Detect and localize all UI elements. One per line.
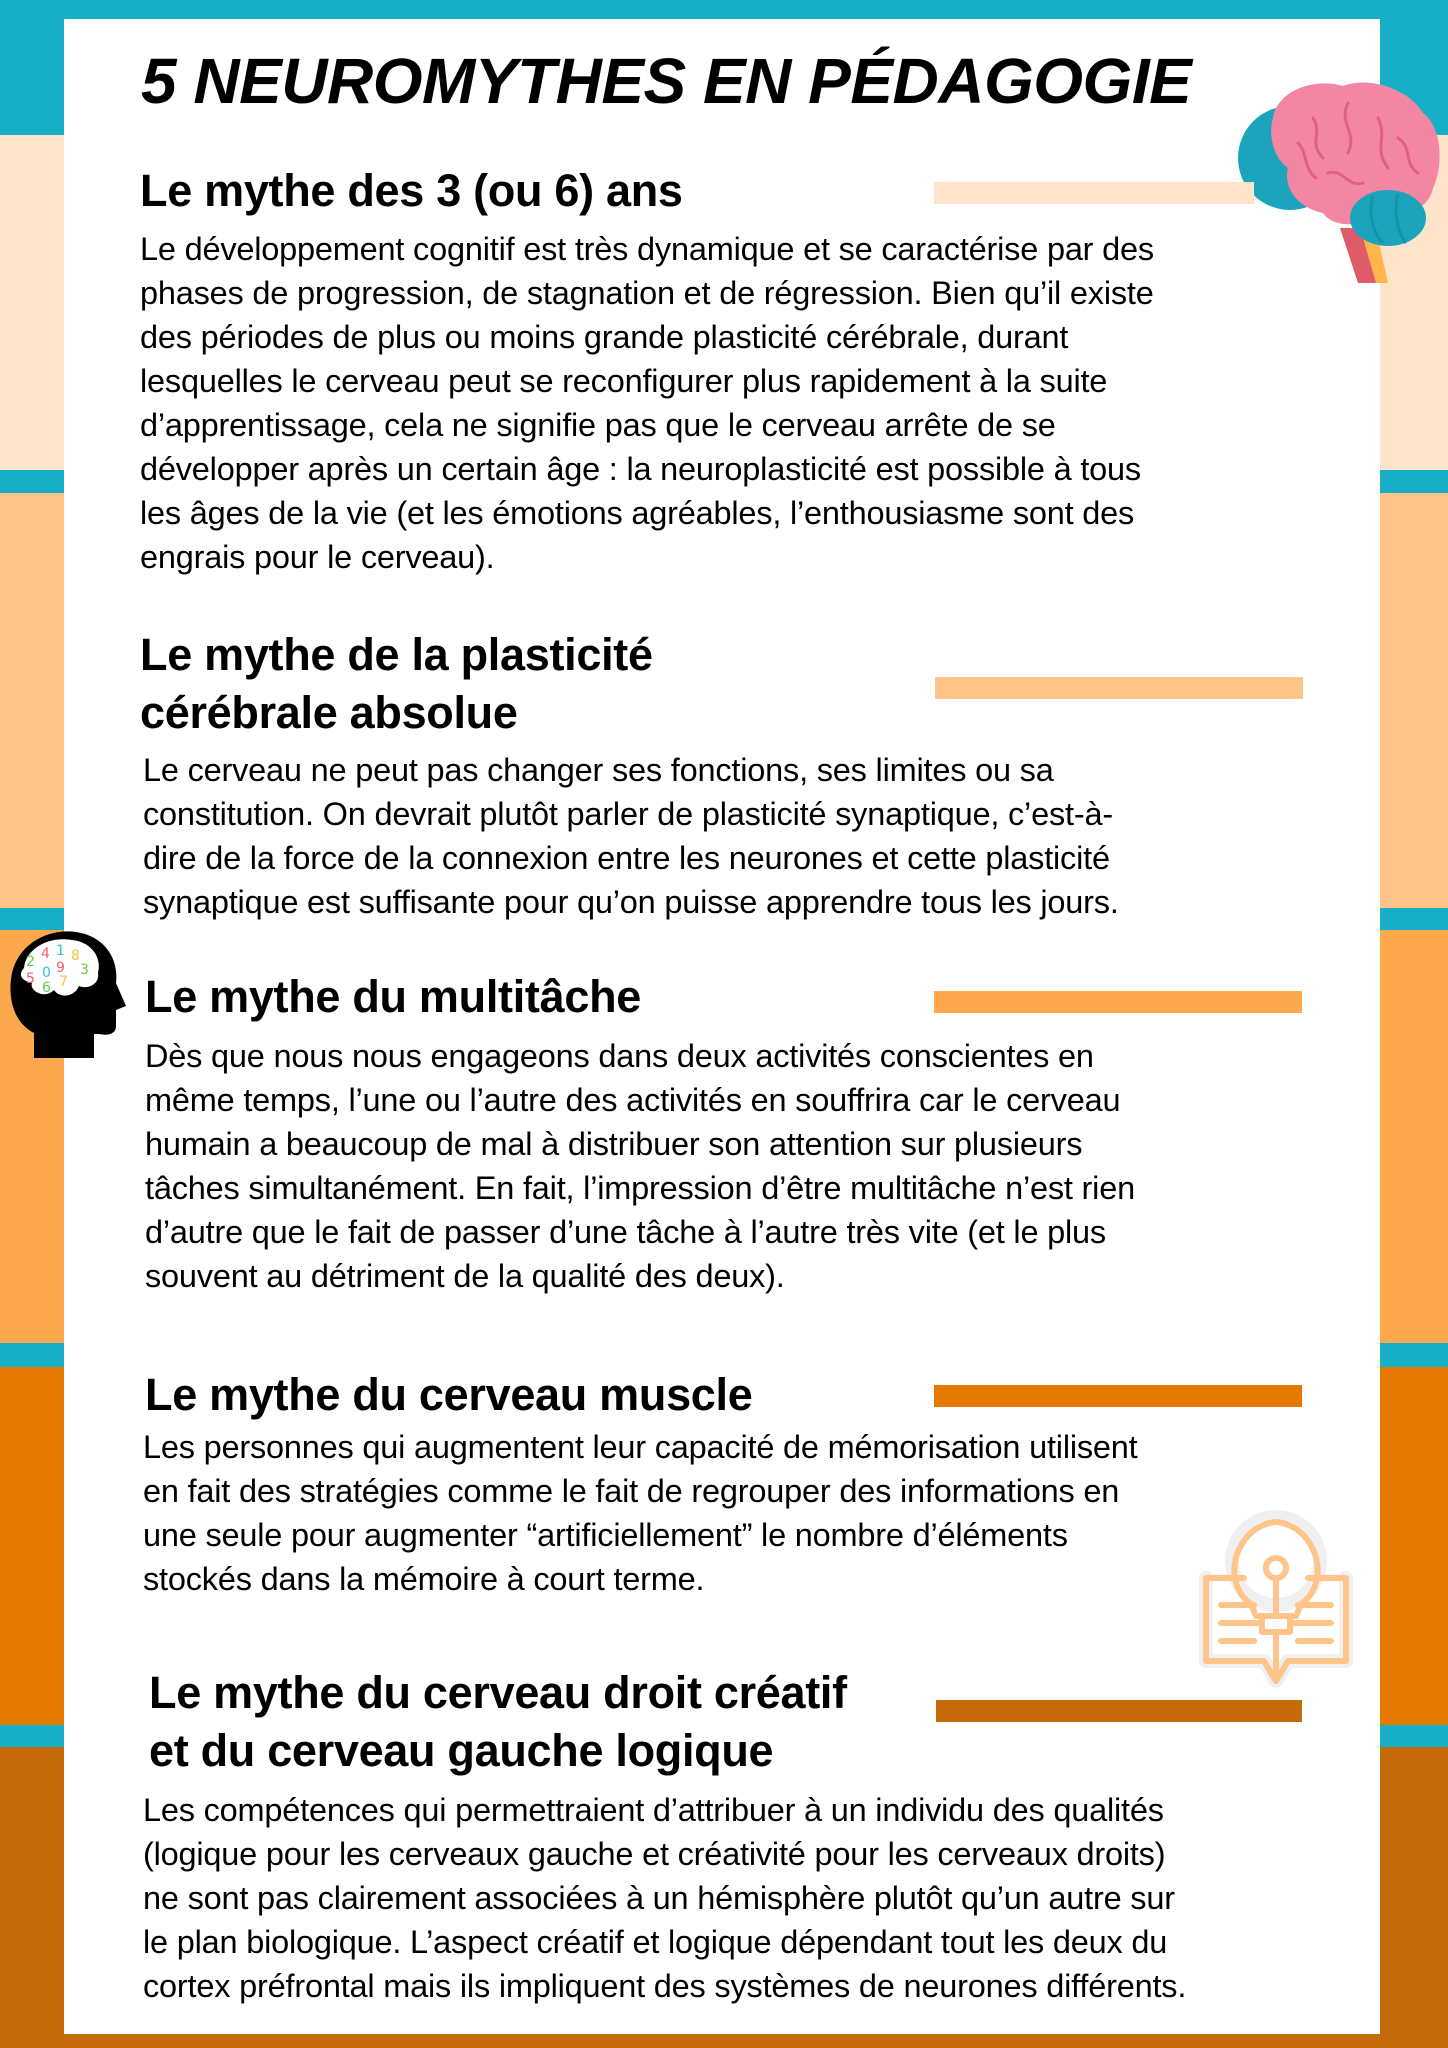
- section-4-heading: Le mythe du cerveau muscle: [145, 1369, 753, 1420]
- svg-text:3: 3: [80, 962, 89, 978]
- page-title: 5 NEUROMYTHES EN PÉDAGOGIE: [141, 45, 1192, 117]
- section-5-heading: Le mythe du cerveau droit créatif et du cerveau gauche logique: [149, 1667, 847, 1776]
- section-2-accent-bar: [935, 677, 1303, 699]
- svg-text:7: 7: [59, 974, 68, 990]
- svg-text:2: 2: [26, 954, 35, 970]
- section-4-accent-bar: [934, 1385, 1302, 1407]
- svg-text:4: 4: [41, 946, 50, 962]
- svg-text:8: 8: [71, 948, 80, 964]
- section-5-accent-bar: [936, 1700, 1302, 1722]
- svg-text:9: 9: [56, 960, 65, 976]
- section-1-body: Le développement cognitif est très dynamique et se caractérise par des phases de progression, de stagnation et de régression. Bien qu’il existe des périodes de plus ou moins grande plasticité cérébrale, durant lesquelles le cerveau peut se reconfigurer plus rapidement à la suite d’apprentissage, cela ne signifie pas que le cerveau arrête de se développer après un certain âge : la neuroplasticité est possible à tous les âges de la vie (et les émotions agréables, l’enthousiasme sont des engrais pour le cerveau).: [140, 231, 1154, 575]
- svg-text:5: 5: [26, 971, 35, 987]
- brain-icon: [1228, 78, 1448, 283]
- svg-text:0: 0: [42, 965, 51, 981]
- section-5-body: Les compétences qui permettraient d’attribuer à un individu des qualités (logique pour les cerveaux gauche et créativité pour les cerveaux droits) ne sont pas clairement associées à un hémisphère plutôt qu’un autre sur le plan biologique. L’aspect créatif et logique dépendant tout les deux du cortex préfrontal mais ils impliquent des systèmes de neurones différents.: [143, 1792, 1187, 2004]
- section-4-body: Les personnes qui augmentent leur capacité de mémorisation utilisent en fait des stratégies comme le fait de regrouper des informations en une seule pour augmenter “artificiellement” le nombre d’éléments stockés dans la mémoire à court terme.: [143, 1429, 1138, 1597]
- section-2-body: Le cerveau ne peut pas changer ses fonctions, ses limites ou sa constitution. On devrait plutôt parler de plasticité synaptique, c’est-à- dire de la force de la connexion entre les neurones et cette plasticité synaptique est suffisante pour qu’on puisse apprendre tous les jours.: [143, 752, 1119, 920]
- svg-text:6: 6: [42, 980, 51, 996]
- section-3-heading: Le mythe du multitâche: [145, 971, 641, 1022]
- section-1-accent-bar: [934, 182, 1254, 204]
- section-3-body: Dès que nous nous engageons dans deux activités conscientes en même temps, l’une ou l’autre des activités en souffrira car le cerveau humain a beaucoup de mal à distribuer son attention sur plusieurs tâches simultanément. En fait, l’impression d’être multitâche n’est rien d’autre que le fait de passer d’une tâche à l’autre très vite (et le plus souvent au détriment de la qualité des deux).: [145, 1038, 1135, 1294]
- section-2-heading: Le mythe de la plasticité cérébrale absolue: [140, 629, 653, 738]
- lightbulb-book-icon: [1196, 1506, 1356, 1692]
- head-numbers-icon: [4, 928, 126, 1058]
- section-3-accent-bar: [934, 991, 1302, 1013]
- svg-text:1: 1: [56, 943, 65, 959]
- section-1-heading: Le mythe des 3 (ou 6) ans: [140, 165, 683, 216]
